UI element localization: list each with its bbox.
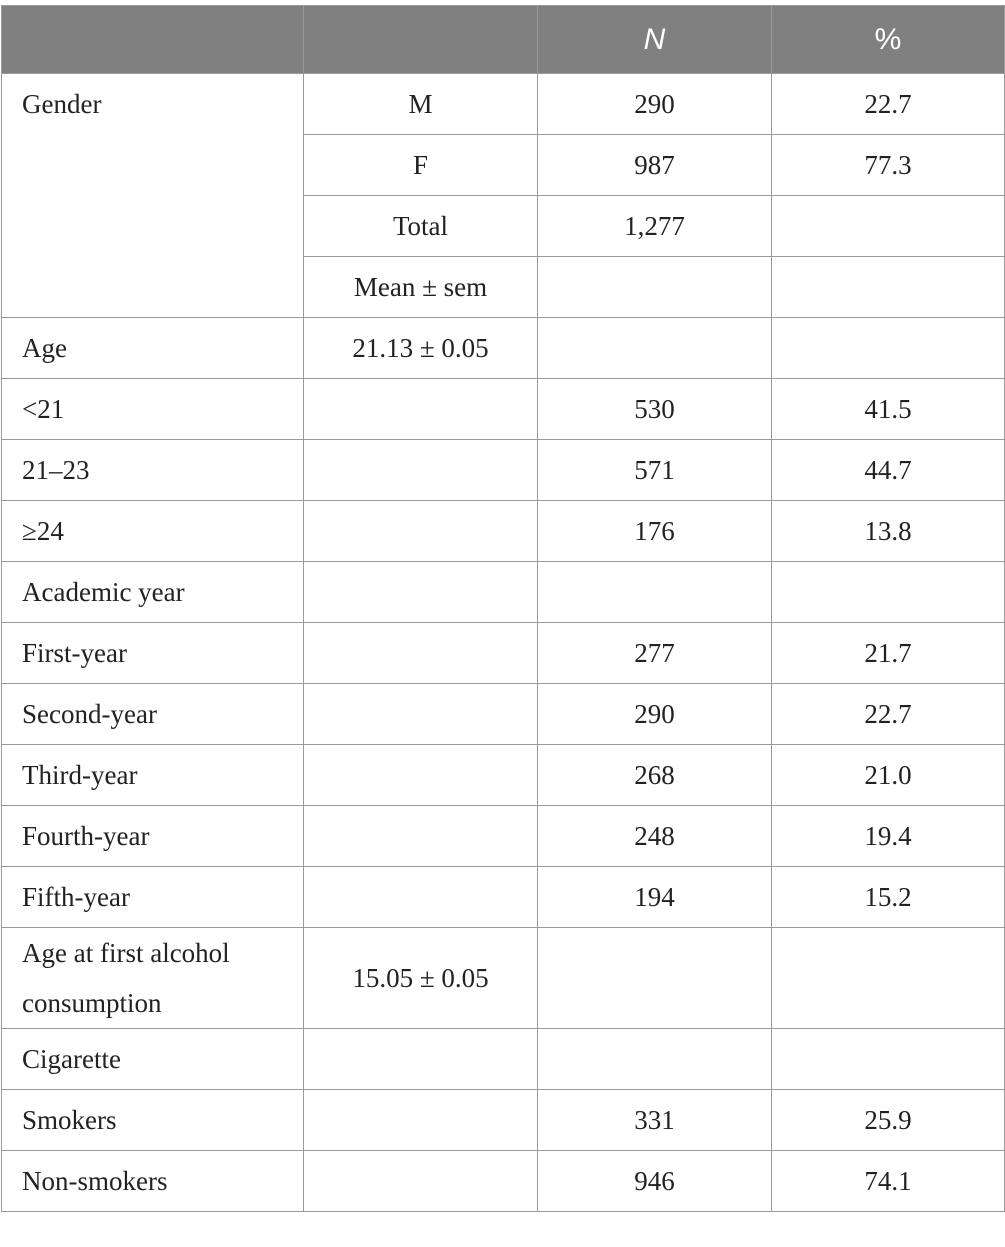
table-row [2, 1090, 1005, 1151]
row-label-second-year: Second-year [2, 684, 304, 745]
cell-n [538, 318, 772, 379]
cell-n: 194 [538, 867, 772, 928]
cell-percent [772, 318, 1005, 379]
cell-percent [772, 196, 1005, 257]
cell-gender-total: Total [304, 196, 538, 257]
cell-mean [304, 440, 538, 501]
cell-mean [304, 623, 538, 684]
cell-percent: 13.8 [772, 501, 1005, 562]
table-row [2, 318, 1005, 379]
row-label-age-24-plus: ≥24 [2, 501, 304, 562]
cell-percent: 44.7 [772, 440, 1005, 501]
cell-alcohol-age-mean: 15.05 ± 0.05 [304, 928, 538, 1029]
cell-n: 248 [538, 806, 772, 867]
table-row [2, 684, 1005, 745]
table-row [2, 806, 1005, 867]
cell-mean-sem-label: Mean ± sem [304, 257, 538, 318]
cell-n [538, 562, 772, 623]
header-cell-percent: % [772, 6, 1005, 74]
cell-percent: 25.9 [772, 1090, 1005, 1151]
row-label-smokers: Smokers [2, 1090, 304, 1151]
cell-percent: 21.7 [772, 623, 1005, 684]
cell-n [538, 1029, 772, 1090]
header-cell-blank-2 [304, 6, 538, 74]
cell-percent [772, 257, 1005, 318]
cell-mean [304, 867, 538, 928]
cell-gender-m: M [304, 74, 538, 135]
cell-n: 277 [538, 623, 772, 684]
cell-percent [772, 562, 1005, 623]
row-label-academic-year: Academic year [2, 562, 304, 623]
row-label-fifth-year: Fifth-year [2, 867, 304, 928]
table-row [2, 1151, 1005, 1212]
cell-percent: 74.1 [772, 1151, 1005, 1212]
row-label-cigarette: Cigarette [2, 1029, 304, 1090]
cell-n: 571 [538, 440, 772, 501]
header-cell-n: N [538, 6, 772, 74]
cell-gender-f: F [304, 135, 538, 196]
cell-mean [304, 562, 538, 623]
row-label-gender: Gender [2, 74, 304, 318]
header-cell-blank-1 [2, 6, 304, 74]
row-label-non-smokers: Non-smokers [2, 1151, 304, 1212]
cell-mean [304, 684, 538, 745]
demographics-table [1, 5, 1005, 1212]
table-row [2, 1029, 1005, 1090]
row-label-age: Age [2, 318, 304, 379]
cell-percent [772, 928, 1005, 1029]
cell-n: 290 [538, 684, 772, 745]
cell-age-mean: 21.13 ± 0.05 [304, 318, 538, 379]
cell-n: 176 [538, 501, 772, 562]
table-row [2, 623, 1005, 684]
row-label-first-year: First-year [2, 623, 304, 684]
row-label-third-year: Third-year [2, 745, 304, 806]
cell-n: 268 [538, 745, 772, 806]
cell-mean [304, 1029, 538, 1090]
table-row [2, 562, 1005, 623]
cell-percent: 21.0 [772, 745, 1005, 806]
cell-mean [304, 501, 538, 562]
cell-n [538, 257, 772, 318]
row-label-age-first-alcohol: Age at first alcohol consumption [2, 928, 304, 1029]
cell-n: 331 [538, 1090, 772, 1151]
cell-mean [304, 745, 538, 806]
cell-mean [304, 379, 538, 440]
cell-percent: 22.7 [772, 684, 1005, 745]
cell-percent: 15.2 [772, 867, 1005, 928]
table-row [2, 74, 1005, 135]
cell-percent: 77.3 [772, 135, 1005, 196]
table-row [2, 928, 1005, 1029]
cell-percent: 41.5 [772, 379, 1005, 440]
row-label-age-under-21: <21 [2, 379, 304, 440]
table-row [2, 501, 1005, 562]
cell-n: 290 [538, 74, 772, 135]
cell-mean [304, 1090, 538, 1151]
cell-n [538, 928, 772, 1029]
cell-mean [304, 1151, 538, 1212]
cell-n: 1,277 [538, 196, 772, 257]
table-row [2, 379, 1005, 440]
cell-percent: 22.7 [772, 74, 1005, 135]
table-row [2, 440, 1005, 501]
header-row [2, 6, 1005, 74]
row-label-age-21-23: 21–23 [2, 440, 304, 501]
cell-mean [304, 806, 538, 867]
cell-n: 946 [538, 1151, 772, 1212]
table-row [2, 745, 1005, 806]
cell-n: 987 [538, 135, 772, 196]
cell-n: 530 [538, 379, 772, 440]
row-label-fourth-year: Fourth-year [2, 806, 304, 867]
cell-percent [772, 1029, 1005, 1090]
cell-percent: 19.4 [772, 806, 1005, 867]
table-row [2, 867, 1005, 928]
